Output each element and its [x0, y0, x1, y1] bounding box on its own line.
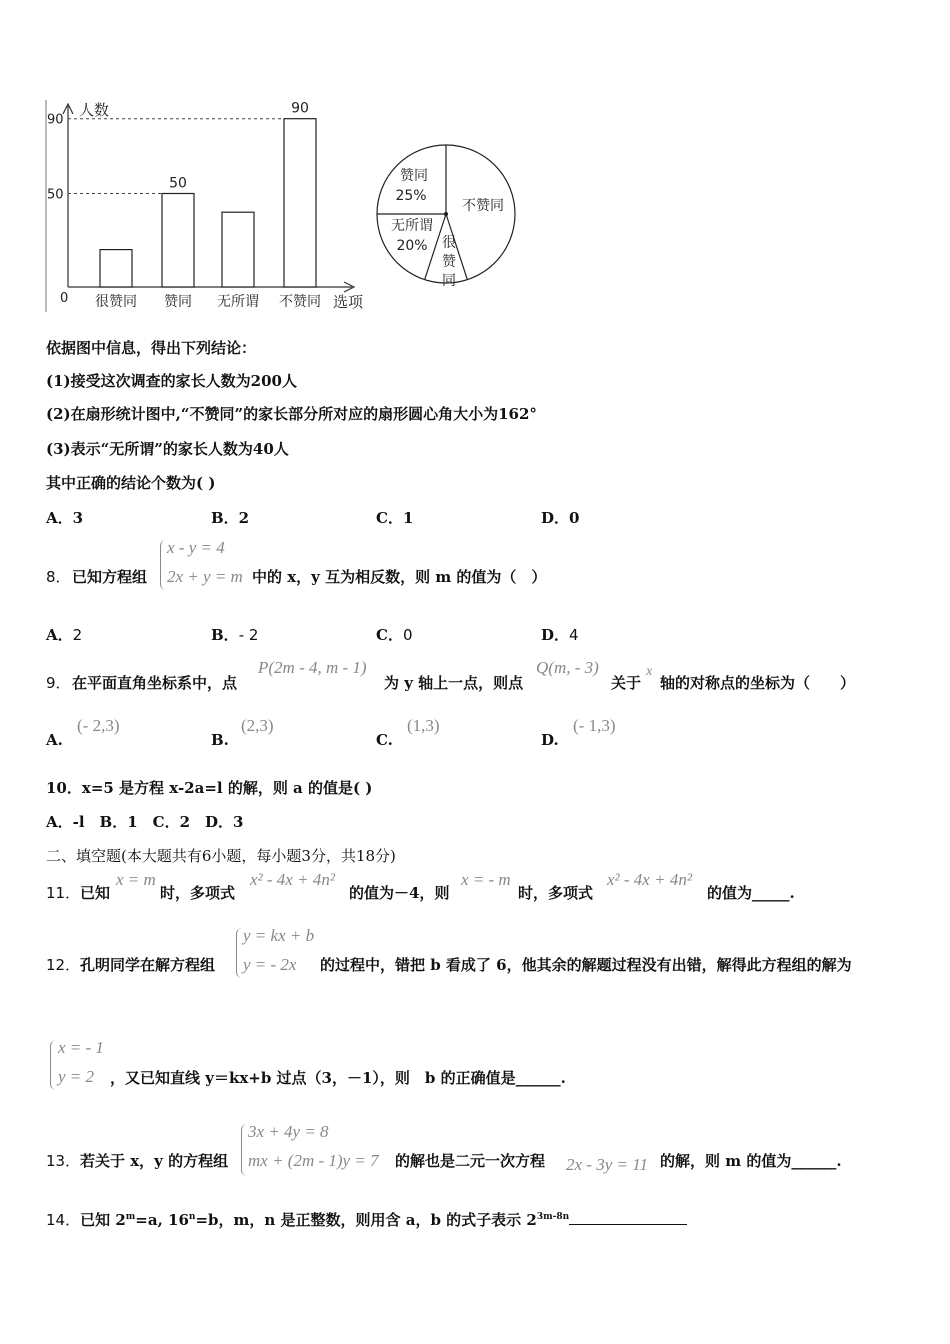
q8-option-b-value: - 2	[238, 626, 259, 644]
q8-option-d-value: 4	[569, 626, 579, 644]
q7-conclusion-2: (2)在扇形统计图中,“不赞同”的家长部分所对应的扇形圆心角大小为162°	[46, 405, 537, 423]
q13-eq-2: mx + (2m - 1)y = 7	[248, 1151, 379, 1170]
bar-1	[100, 250, 132, 287]
q14-sup-n: n	[188, 1212, 196, 1222]
q9-option-d-value: (- 1,3)	[573, 716, 616, 735]
q11-poly-1: x² - 4x + 4n²	[250, 870, 335, 889]
q8-option-d[interactable]	[541, 624, 579, 645]
q11-cond-2: x = - m	[461, 870, 511, 889]
bar-data-label: 50	[169, 175, 187, 192]
bar-layer	[47, 101, 321, 310]
q14-answer-blank[interactable]	[569, 1224, 687, 1225]
bar-data-label: 90	[291, 100, 309, 117]
q8-option-b[interactable]	[211, 624, 258, 645]
q8-option-d-label: D．	[541, 626, 570, 644]
pie-label-buzantong: 不赞同	[462, 198, 504, 214]
q12-brace	[236, 928, 243, 978]
q9-point-q: Q(m, - 3)	[536, 658, 599, 677]
q13-text-2: 的解也是二元一次方程	[395, 1152, 546, 1170]
pie-label-wusuowei: 无所谓	[391, 218, 433, 234]
bar-2	[162, 194, 194, 288]
q8-text-post: 中的 x，y 互为相反数，则 m 的值为（ ）	[252, 568, 547, 586]
q9-number: 9．	[46, 674, 71, 692]
q12-solution-brace	[50, 1040, 57, 1090]
pie-pct-zantong: 25%	[395, 188, 427, 204]
q8-number: 8．	[46, 568, 71, 586]
section-2-heading: 二、填空题(本大题共有6小题，每小题3分，共18分)	[46, 847, 396, 865]
q14-text-2: =a, 16	[135, 1211, 189, 1229]
q12-eq-1: y = kx + b	[243, 926, 315, 945]
q13-eq-1: 3x + 4y = 8	[248, 1122, 329, 1141]
q14-question	[46, 1209, 687, 1230]
q8-option-a[interactable]	[46, 624, 82, 645]
q7-conclusion-3: (3)表示“无所谓”的家长人数为40人	[46, 440, 289, 458]
q14-sup-exp: 3m-8n	[536, 1212, 570, 1222]
q9-option-b[interactable]: B.	[211, 731, 229, 749]
y-axis-label: 人数	[79, 101, 110, 119]
q8-option-c-value: 0	[402, 626, 413, 644]
q8-text-pre: 已知方程组	[72, 568, 148, 586]
pie-label-henzantong: 赞	[442, 254, 456, 270]
statistics-figure	[0, 90, 560, 320]
q14-sup-m: m	[125, 1212, 136, 1222]
q8-option-b-label: B．	[211, 626, 239, 644]
q12-solution-x: x = - 1	[58, 1038, 104, 1057]
q12-eq-2: y = - 2x	[243, 955, 297, 974]
q9-option-d[interactable]: D.	[541, 731, 559, 749]
q12-text-1: 孔明同学在解方程组	[80, 956, 216, 974]
q13-number: 13．	[46, 1152, 81, 1170]
q7-option-c[interactable]: C．1	[376, 509, 414, 527]
q7-option-d[interactable]: D．0	[541, 509, 580, 527]
q9-option-a-value: (- 2,3)	[77, 716, 120, 735]
q11-poly-2: x² - 4x + 4n²	[607, 870, 692, 889]
bar-4	[284, 119, 316, 287]
q9-text-3: 关于	[611, 674, 642, 692]
x-tick-label: 赞同	[164, 294, 192, 310]
q14-number: 14．	[46, 1211, 81, 1229]
q7-option-b[interactable]: B．2	[211, 509, 250, 527]
q9-point-p: P(2m - 4, m - 1)	[258, 658, 367, 677]
q11-text-3: 的值为－4，则	[349, 884, 450, 902]
q8-brace	[160, 540, 167, 590]
q10-question: 10．x=5 是方程 x-2a=l 的解，则 a 的值是( )	[46, 779, 373, 797]
pie-label-henzantong: 很	[442, 235, 456, 251]
bar-3	[222, 212, 254, 287]
x-tick-label: 无所谓	[217, 294, 259, 310]
q12-solution-y: y = 2	[58, 1067, 95, 1086]
q11-text-2: 时，多项式	[160, 884, 236, 902]
q11-cond-1: x = m	[116, 870, 156, 889]
q9-text-2: 为 y 轴上一点，则点	[384, 674, 524, 692]
q12-text-2: 的过程中，错把 b 看成了 6，他其余的解题过程没有出错，解得此方程组的解为	[320, 956, 852, 974]
pie-label-zantong: 赞同	[400, 168, 428, 184]
q8-eq-1: x - y = 4	[167, 538, 225, 557]
q8-eq-2: 2x + y = m	[167, 567, 243, 586]
q14-text-3: =b，m，n 是正整数，则用含 a，b 的式子表示 2	[195, 1211, 537, 1229]
q11-text-4: 时，多项式	[518, 884, 594, 902]
x-tick-label: 很赞同	[95, 294, 137, 310]
pie-pct-wusuowei: 20%	[396, 238, 428, 254]
q13-brace	[241, 1124, 248, 1176]
q10-options[interactable]: A．-l B．1 C．2 D．3	[46, 813, 244, 831]
q8-option-a-value: 2	[72, 626, 83, 644]
q11-answer-blank[interactable]: 的值为_____.	[707, 884, 795, 902]
q9-option-c[interactable]: C.	[376, 731, 393, 749]
x-tick-label: 不赞同	[279, 294, 321, 310]
q9-axis-x: x	[646, 664, 653, 679]
q7-conclusion-1: (1)接受这次调查的家长人数为200人	[46, 372, 297, 390]
q7-question: 其中正确的结论个数为( )	[46, 474, 216, 492]
q8-option-a-label: A．	[46, 626, 73, 644]
q8-option-c-label: C．	[376, 626, 403, 644]
q7-intro: 依据图中信息，得出下列结论：	[46, 339, 257, 357]
pie-label-henzantong: 同	[442, 273, 456, 289]
q11-text-1: 已知	[80, 884, 111, 902]
q13-text-3: 的解，则 m 的值为______.	[660, 1152, 842, 1170]
origin-label: 0	[60, 291, 69, 306]
q9-text-1: 在平面直角坐标系中，点	[72, 674, 238, 692]
q13-text-1: 若关于 x，y 的方程组	[80, 1152, 229, 1170]
q13-eq-3: 2x - 3y = 11	[566, 1155, 648, 1174]
q12-number: 12．	[46, 956, 81, 974]
q12-text-3: ，又已知直线 y＝kx+b 过点（3，－1），则 b 的正确值是______.	[110, 1069, 566, 1087]
q9-text-4: 轴的对称点的坐标为（ ）	[660, 674, 856, 692]
q9-option-b-value: (2,3)	[241, 716, 274, 735]
q14-text-1: 已知 2	[80, 1211, 126, 1229]
pie-layer	[377, 145, 515, 289]
y-tick-label: 50	[47, 187, 64, 203]
q7-option-a[interactable]: A．3	[46, 509, 84, 527]
q9-option-a[interactable]: A.	[46, 731, 63, 749]
q9-option-c-value: (1,3)	[407, 716, 440, 735]
x-axis-label: 选项	[333, 293, 364, 311]
q11-number: 11．	[46, 884, 81, 902]
y-tick-label: 90	[47, 112, 64, 128]
q8-option-c[interactable]	[376, 624, 413, 645]
pie-center	[444, 212, 448, 216]
